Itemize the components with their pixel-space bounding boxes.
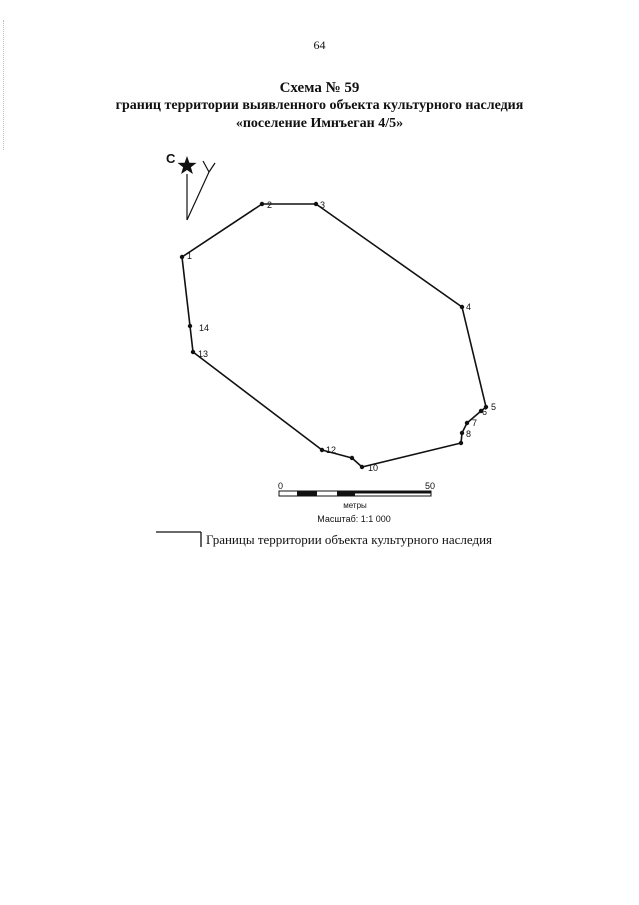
- point-label-4: 4: [466, 302, 472, 312]
- scale-bar-segment-2: [337, 491, 355, 496]
- north-arrow: [166, 151, 215, 220]
- scheme-subtitle: границ территории выявленного объекта культурного наследия: [115, 98, 524, 113]
- scale-bar: [278, 481, 435, 524]
- point-label-8: 8: [466, 429, 472, 439]
- boundary-point-8: [460, 431, 464, 435]
- boundary-point-2: [260, 202, 264, 206]
- legend-symbol: [156, 532, 201, 547]
- boundary-point-12: [320, 448, 324, 452]
- point-label-7: 7: [472, 418, 478, 428]
- point-label-6: 6: [482, 407, 488, 417]
- boundary-point-4: [460, 305, 464, 309]
- boundary-points: [180, 202, 488, 469]
- point-label-10: 10: [368, 463, 379, 473]
- north-arrow-fork-left: [203, 161, 209, 172]
- star-icon: [178, 156, 197, 174]
- boundary-point-10: [360, 465, 364, 469]
- scheme-title: Схема № 59: [279, 80, 360, 96]
- scale-unit-label: метры: [343, 501, 367, 510]
- point-label-12: 12: [326, 445, 337, 455]
- point-label-3: 3: [320, 200, 326, 210]
- scale-bar-segment-1: [297, 491, 317, 496]
- scale-tick-start: 0: [278, 481, 284, 491]
- point-label-1: 1: [187, 251, 193, 261]
- scale-ratio-label: Масштаб: 1:1 000: [317, 514, 391, 524]
- north-label: С: [166, 151, 176, 166]
- point-label-14: 14: [199, 323, 210, 333]
- scale-bar-segment-3: [355, 491, 431, 494]
- boundary-point-3: [314, 202, 318, 206]
- boundary-point-7: [465, 421, 469, 425]
- boundary-point-1: [180, 255, 184, 259]
- point-label-2: 2: [267, 200, 273, 210]
- boundary-point-13: [191, 350, 195, 354]
- boundary-polygon: [182, 204, 486, 467]
- north-arrow-fork-right: [209, 163, 215, 172]
- boundary-point-9: [459, 441, 463, 445]
- boundary-point-labels: [187, 200, 496, 473]
- boundary-point-14: [188, 324, 192, 328]
- scheme-object-name: «поселение Имнъеган 4/5»: [235, 116, 404, 131]
- boundary-point-11: [350, 456, 354, 460]
- scale-tick-end: 50: [425, 481, 436, 491]
- page-number: 64: [313, 38, 326, 52]
- point-label-13: 13: [198, 349, 209, 359]
- point-label-5: 5: [491, 402, 497, 412]
- legend-label: Границы территории объекта культурного наследия: [206, 532, 493, 547]
- north-arrow-diagonal: [187, 172, 209, 220]
